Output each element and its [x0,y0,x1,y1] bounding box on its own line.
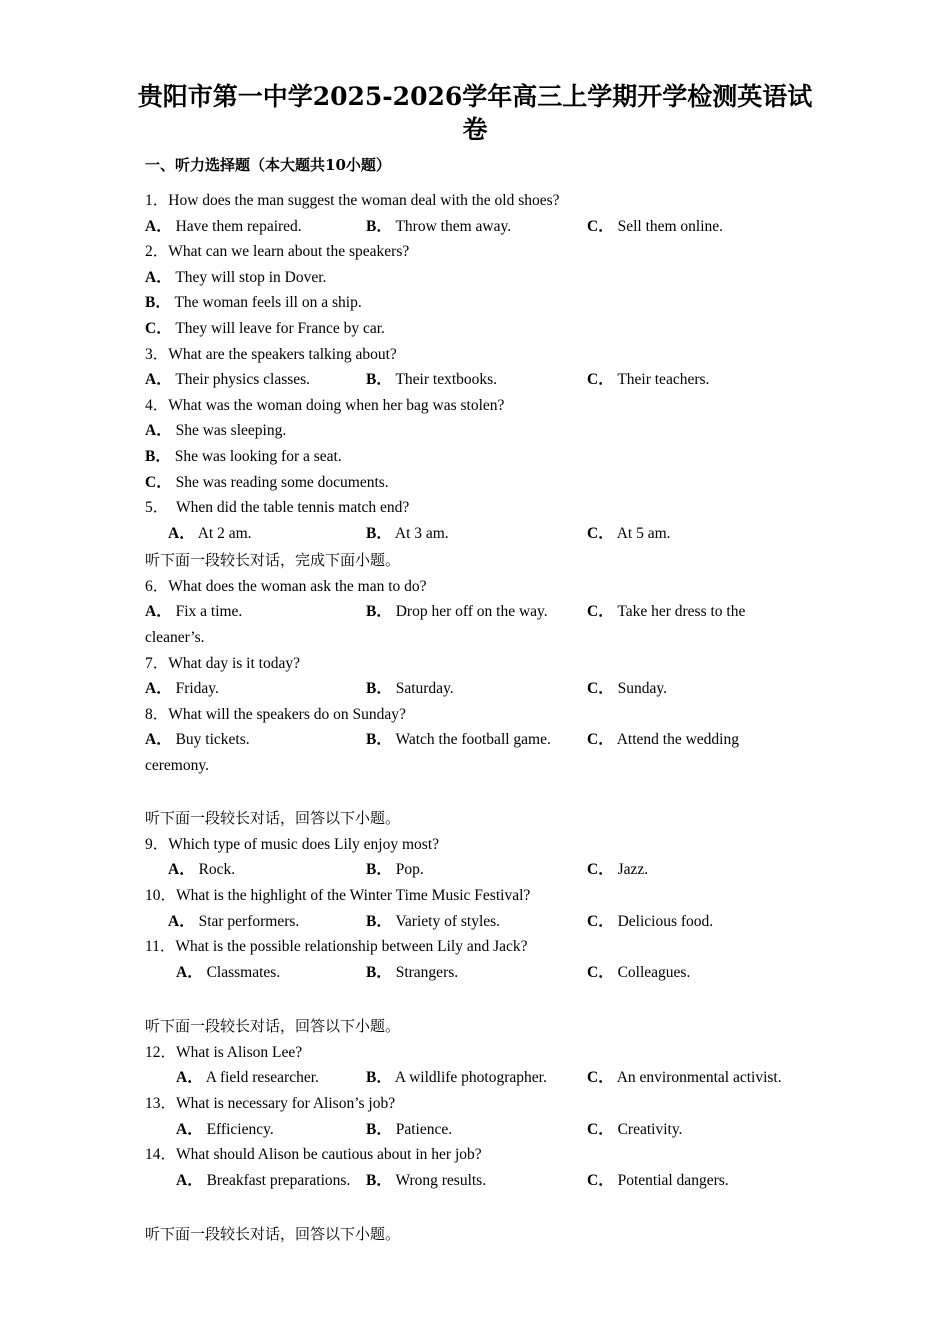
option-text: Efficiency. [206,1121,274,1138]
option-7a [145,679,219,699]
option-letter: A． [145,218,172,235]
option-9c [587,860,648,880]
option-letter: A． [168,913,195,930]
option-letter: A． [176,1121,203,1138]
option-text: Their textbooks. [395,371,498,388]
option-13c [587,1120,682,1140]
option-letter: B． [366,861,392,878]
option-text: Breakfast preparations. [206,1172,351,1189]
option-8b [366,730,551,750]
question-2: 2．What can we learn about the speakers? [145,243,410,260]
option-5a [168,524,252,544]
option-3c [587,370,709,390]
option-text: Watch the football game. [395,731,551,748]
option-9b [366,860,424,880]
option-letter: C． [587,1069,614,1086]
section-heading: 一、听力选择题（本大题共10小题） [145,156,391,174]
option-letter: B． [366,964,392,981]
option-letter: B． [366,525,392,542]
option-text: Sell them online. [617,218,724,235]
option-letter: A． [176,1069,203,1086]
option-2c [145,319,385,339]
option-14c [587,1171,729,1191]
option-text: Patience. [395,1121,453,1138]
option-letter: C． [587,1172,614,1189]
option-letter: B． [366,218,392,235]
option-text: She was reading some documents. [175,474,389,491]
option-text: Classmates. [206,964,281,981]
option-letter: A． [145,371,172,388]
option-letter: C． [587,731,614,748]
option-12b [366,1068,547,1088]
page-title: 贵阳市第一中学2025-2026学年高三上学期开学检测英语试卷 [137,82,813,144]
option-1b [366,217,511,237]
option-letter: C． [145,320,172,337]
option-text: Take her dress to the [617,603,746,620]
question-14: 14．What should Alison be cautious about in her job? [145,1146,482,1163]
option-letter: A． [145,680,172,697]
option-text: Their teachers. [617,371,710,388]
option-8a [145,730,250,750]
option-text: At 5 am. [616,525,671,542]
option-text: Colleagues. [617,964,691,981]
option-letter: B． [366,731,392,748]
question-9: 9．Which type of music does Lily enjoy most? [145,836,440,853]
question-12: 12．What is Alison Lee? [145,1044,303,1061]
option-13b [366,1120,452,1140]
option-4c [145,473,389,493]
option-letter: B． [366,1121,392,1138]
option-letter: C． [587,603,614,620]
option-letter: C． [587,964,614,981]
option-text: A field researcher. [205,1069,319,1086]
option-13a [176,1120,274,1140]
question-7: 7．What day is it today? [145,655,300,672]
option-letter: B． [145,448,171,465]
question-6: 6．What does the woman ask the man to do? [145,578,427,595]
option-text: Throw them away. [395,218,512,235]
option-1c [587,217,723,237]
option-11a [176,963,280,983]
option-letter: C． [587,1121,614,1138]
option-4a [145,421,286,441]
option-12c [587,1068,782,1088]
dialogue-instruction: 听下面一段较长对话，回答以下小题。 [145,1225,401,1243]
question-8: 8．What will the speakers do on Sunday? [145,706,406,723]
option-text: Pop. [395,861,424,878]
option-text: They will stop in Dover. [175,269,327,286]
option-8c [587,730,739,750]
option-text: An environmental activist. [616,1069,782,1086]
option-letter: A． [176,1172,203,1189]
option-9a [168,860,235,880]
question-10: 10．What is the highlight of the Winter Time Music Festival? [145,887,531,904]
option-letter: C． [587,861,614,878]
option-text: A wildlife photographer. [394,1069,547,1086]
option-text: Attend the wedding [616,731,739,748]
option-3b [366,370,497,390]
option-10c [587,912,713,932]
option-text: She was sleeping. [175,422,287,439]
option-letter: B． [145,294,171,311]
option-letter: B． [366,371,392,388]
option-6c-continued: cleaner’s. [145,629,205,646]
question-3: 3．What are the speakers talking about? [145,346,397,363]
question-5: 5． When did the table tennis match end? [145,499,410,516]
option-letter: A． [176,964,203,981]
option-letter: B． [366,1069,392,1086]
option-5c [587,524,671,544]
option-11b [366,963,458,983]
option-text: She was looking for a seat. [174,448,342,465]
option-letter: C． [587,525,614,542]
option-text: Buy tickets. [175,731,250,748]
option-text: Fix a time. [175,603,243,620]
option-letter: B． [366,1172,392,1189]
option-2b [145,293,362,313]
dialogue-instruction: 听下面一段较长对话，完成下面小题。 [145,551,401,569]
option-text: They will leave for France by car. [175,320,385,337]
option-letter: C． [587,913,614,930]
option-11c [587,963,690,983]
option-3a [145,370,310,390]
option-7b [366,679,454,699]
option-letter: B． [366,913,392,930]
option-letter: C． [587,218,614,235]
option-letter: A． [145,269,172,286]
option-text: Saturday. [395,680,454,697]
option-6b [366,602,548,622]
option-letter: A． [168,525,195,542]
option-8c-continued: ceremony. [145,757,209,774]
option-14b [366,1171,486,1191]
option-text: The woman feels ill on a ship. [174,294,362,311]
option-2a [145,268,326,288]
option-text: Potential dangers. [617,1172,729,1189]
question-13: 13．What is necessary for Alison’s job? [145,1095,396,1112]
option-text: Have them repaired. [175,218,302,235]
option-text: Jazz. [617,861,649,878]
option-5b [366,524,449,544]
option-text: Wrong results. [395,1172,487,1189]
option-text: Strangers. [395,964,459,981]
option-6c [587,602,745,622]
option-letter: C． [587,680,614,697]
dialogue-instruction: 听下面一段较长对话，回答以下小题。 [145,1017,401,1035]
option-12a [176,1068,319,1088]
option-7c [587,679,667,699]
option-letter: A． [145,731,172,748]
option-text: Sunday. [617,680,667,697]
option-text: Delicious food. [617,913,714,930]
option-text: Creativity. [617,1121,683,1138]
option-6a [145,602,242,622]
option-text: Star performers. [198,913,300,930]
option-14a [176,1171,350,1191]
option-1a [145,217,302,237]
option-letter: C． [145,474,172,491]
option-text: Variety of styles. [395,913,501,930]
option-text: At 3 am. [394,525,449,542]
dialogue-instruction: 听下面一段较长对话，回答以下小题。 [145,809,401,827]
option-text: At 2 am. [197,525,252,542]
option-letter: C． [587,371,614,388]
question-11: 11．What is the possible relationship between Lily and Jack? [145,938,528,955]
option-text: Drop her off on the way. [395,603,548,620]
question-4: 4．What was the woman doing when her bag was stolen? [145,397,505,414]
option-letter: B． [366,603,392,620]
option-text: Their physics classes. [175,371,311,388]
option-letter: A． [145,603,172,620]
option-letter: A． [168,861,195,878]
option-10a [168,912,299,932]
option-10b [366,912,500,932]
option-letter: B． [366,680,392,697]
option-letter: A． [145,422,172,439]
option-text: Friday. [175,680,219,697]
option-text: Rock. [198,861,236,878]
option-4b [145,447,342,467]
question-1: 1．How does the man suggest the woman deal with the old shoes? [145,192,560,209]
